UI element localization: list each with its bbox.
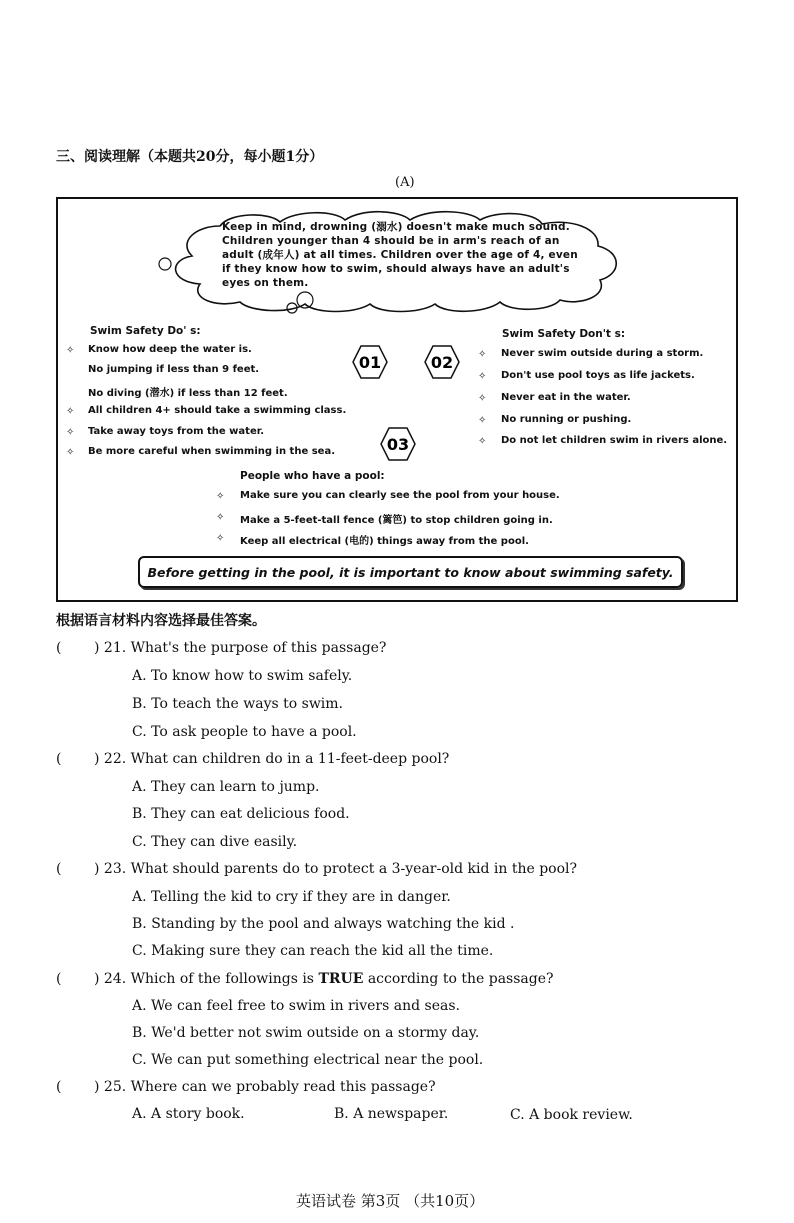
answer-paren: ( (56, 861, 62, 877)
diamond-bullet-icon: ✧ (478, 371, 487, 382)
dos-title: Swim Safety Do' s: (90, 325, 201, 337)
donts-list (478, 348, 728, 458)
option-c: C. They can dive easily. (132, 834, 298, 850)
stem-emphasis: TRUE (318, 971, 364, 987)
option-c: C. Making sure they can reach the kid all the time. (132, 943, 494, 959)
option-a: A. A story book. (132, 1106, 245, 1122)
section-title: 三、阅读理解（本题共20分，每小题1分） (56, 149, 324, 165)
list-item: Know how deep the water is. (88, 344, 252, 355)
diamond-bullet-icon: ✧ (478, 349, 487, 360)
diamond-bullet-icon: ✧ (478, 415, 487, 426)
list-item: Never eat in the water. (501, 392, 631, 403)
answer-paren: ( (56, 640, 62, 656)
question-stem: ) 21. What's the purpose of this passage? (94, 640, 387, 656)
list-item: No jumping if less than 9 feet. (88, 364, 260, 375)
answer-paren: ( (56, 1079, 62, 1095)
option-c: C. A book review. (510, 1107, 633, 1123)
list-item: No running or pushing. (501, 414, 632, 425)
diamond-bullet-icon: ✧ (216, 491, 225, 502)
pool-title: People who have a pool: (240, 470, 385, 482)
question-stem: ) 25. Where can we probably read this passage? (94, 1079, 436, 1095)
badge-label: 01 (358, 353, 382, 372)
list-item: Keep all electrical (电的) things away from the pool. (240, 536, 529, 547)
hexagon-badge-01 (352, 344, 388, 380)
list-item: Don't use pool toys as life jackets. (501, 370, 695, 381)
option-b: B. Standing by the pool and always watching the kid . (132, 916, 515, 932)
diamond-bullet-icon: ✧ (66, 345, 75, 356)
question-stem: ) 22. What can children do in a 11-feet-deep pool? (94, 751, 450, 767)
stem-text: ) 24. Which of the followings is (94, 971, 319, 987)
option-c: C. To ask people to have a pool. (132, 724, 357, 740)
option-c: C. We can put something electrical near the pool. (132, 1052, 484, 1068)
diamond-bullet-icon: ✧ (216, 533, 225, 544)
list-item: All children 4+ should take a swimming class. (88, 405, 347, 416)
diamond-bullet-icon: ✧ (66, 406, 75, 417)
option-b: B. We'd better not swim outside on a stormy day. (132, 1025, 480, 1041)
answer-paren: ( (56, 971, 62, 987)
list-item: Make a 5-feet-tall fence (篱笆) to stop children going in. (240, 515, 553, 526)
question-24 (56, 971, 696, 1076)
stem-text: according to the passage? (363, 971, 554, 987)
dos-list (66, 344, 346, 464)
passage-label: (A) (395, 175, 415, 190)
list-item: Be more careful when swimming in the sea. (88, 446, 335, 457)
safety-note: Before getting in the pool, it is important to know about swimming safety. (138, 556, 683, 588)
option-a: A. Telling the kid to cry if they are in danger. (132, 889, 451, 905)
question-stem (94, 971, 554, 987)
badge-label: 03 (386, 435, 410, 454)
option-a: A. To know how to swim safely. (132, 668, 353, 684)
cloud-text: Keep in mind, drowning (溺水) doesn't make much sound. Children younger than 4 should be in arm's reach of an adult (成年人) at all times. Children over the age of 4, even if they know how to swim, should always have an adult's eyes on them. (222, 221, 578, 289)
list-item: Make sure you can clearly see the pool from your house. (240, 490, 560, 501)
question-21 (56, 640, 656, 745)
answer-paren: ( (56, 751, 62, 767)
hexagon-badge-03 (380, 426, 416, 462)
diamond-bullet-icon: ✧ (478, 393, 487, 404)
diamond-bullet-icon: ✧ (216, 512, 225, 523)
option-b: B. To teach the ways to swim. (132, 696, 344, 712)
diamond-bullet-icon: ✧ (66, 427, 75, 438)
diamond-bullet-icon: ✧ (478, 436, 487, 447)
question-23 (56, 861, 696, 966)
pool-list (216, 490, 616, 550)
page-footer: 英语试卷 第3页 （共10页） (296, 1192, 485, 1210)
list-item: Never swim outside during a storm. (501, 348, 704, 359)
option-b: B. A newspaper. (334, 1106, 449, 1122)
hexagon-badge-02 (424, 344, 460, 380)
question-22 (56, 751, 656, 856)
option-b: B. They can eat delicious food. (132, 806, 350, 822)
donts-title: Swim Safety Don't s: (502, 328, 626, 340)
diamond-bullet-icon: ✧ (66, 447, 75, 458)
question-25 (56, 1079, 696, 1129)
list-item: No diving (潜水) if less than 12 feet. (88, 388, 288, 399)
option-a: A. They can learn to jump. (132, 779, 320, 795)
badge-label: 02 (430, 353, 454, 372)
question-stem: ) 23. What should parents do to protect a 3-year-old kid in the pool? (94, 861, 578, 877)
list-item: Take away toys from the water. (88, 426, 265, 437)
list-item: Do not let children swim in rivers alone. (501, 435, 728, 446)
instruction: 根据语言材料内容选择最佳答案。 (56, 613, 266, 629)
option-a: A. We can feel free to swim in rivers and seas. (132, 998, 460, 1014)
